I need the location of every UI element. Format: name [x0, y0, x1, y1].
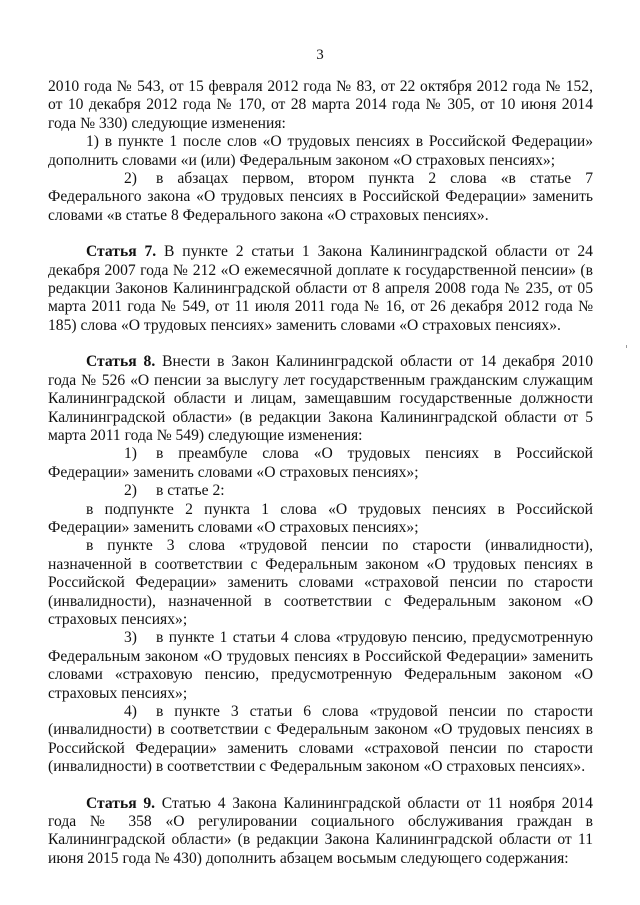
article-8-subitem-1: в подпункте 2 пункта 1 слова «О трудовых пенсиях в Российской Федерации» заменить словами «О страховых пенсиях»;: [48, 500, 593, 536]
article-7-title: Статья 7.: [86, 243, 157, 261]
document-body: [48, 78, 593, 868]
article-8-item-1: [48, 445, 593, 482]
article-8-text: Внести в Закон Калининградской области от 14 декабря 2010 года № 526 «О пенсии за выслугу лет государственным гражданским служащим Калининградской области и лицам, замещавшим государственные должности Калининградской области» (в редакции Закона Калининградской области от 5 марта 2011 года № 549) следующие изменения:: [48, 353, 593, 444]
item-text: в преамбуле слова «О трудовых пенсиях в Российской Федерации» заменить словами «О страховых пенсиях»;: [48, 445, 593, 481]
page-number: 3: [316, 47, 324, 63]
item-text: в пункте 3 статьи 6 слова «трудовой пенсии по старости (инвалидности) в соответствии с Федеральным законом «О трудовых пенсиях в Российской Федерации» заменить словами «страховой пенсии по старости (инвалидности) в соответствии с Федеральным законом «О страховых пенсиях».: [48, 703, 593, 776]
item-text: в статье 2:: [156, 482, 225, 500]
item-number: 3): [124, 629, 137, 647]
article-8-subitem-2: в пункте 3 слова «трудовой пенсии по старости (инвалидности), назначенной в соответствии с Федеральным законом «О трудовых пенсиях в Российской Федерации» заменить словами «страховой пенсии по старости (инвалидности), назначенной в соответствии с Федеральным законом «О страховых пенсиях»;: [48, 537, 593, 628]
article-7-paragraph: [48, 243, 593, 335]
item-text: в пункте 1 статьи 4 слова «трудовую пенсию, предусмотренную Федеральным законом «О трудовых пенсиях в Российской Федерации» заменить словами «страховую пенсию, предусмотренную Федеральным законом «О страховых пенсиях»;: [48, 629, 593, 702]
intro-item-2: [48, 170, 593, 225]
article-9-title: Статья 9.: [86, 794, 156, 812]
article-8-item-3: [48, 629, 593, 703]
article-9-text: Статью 4 Закона Калининградской области от 11 ноября 2014 года № 358 «О регулировании социального обслуживания граждан в Калининградской области» (в редакции Закона Калининградской области от 11 июня 2015 года № 430) дополнить абзацем восьмым следующего содержания:: [48, 794, 593, 867]
intro-item-1: 1) в пункте 1 после слов «О трудовых пенсиях в Российской Федерации» дополнить словами «и (или) Федеральным законом «О страховых пенсиях»;: [48, 133, 593, 169]
article-8-item-2: [48, 482, 593, 500]
intro-paragraph: 2010 года № 543, от 15 февраля 2012 года № 83, от 22 октября 2012 года № 152, от 10 декабря 2012 года № 170, от 28 марта 2014 года № 305, от 10 июня 2014 года № 330) следующие изменения:: [48, 78, 593, 132]
item-number: 1): [124, 445, 137, 463]
item-number: 2): [124, 170, 137, 188]
item-number: 2): [124, 482, 137, 500]
scan-speck: [626, 345, 627, 348]
article-8-title: Статья 8.: [86, 353, 156, 371]
item-text: в абзацах первом, втором пункта 2 слова «в статье 7 Федерального закона «О трудовых пенсиях в Российской Федерации» заменить словами «в статье 8 Федерального закона «О страховых пенсиях».: [48, 170, 593, 224]
article-8-paragraph: [48, 353, 593, 445]
article-7-text: В пункте 2 статьи 1 Закона Калининградской области от 24 декабря 2007 года № 212 «О ежемесячной доплате к государственной пенсии» (в редакции Законов Калининградской области от 8 апреля 2008 года № 235, от 05 марта 2011 года № 549, от 11 июля 2011 года № 16, от 26 декабря 2012 года № 185) слова «О трудовых пенсиях» заменить словами «О страховых пенсиях».: [48, 243, 593, 334]
article-8-item-4: [48, 703, 593, 777]
article-9-paragraph: [48, 795, 593, 869]
item-number: 4): [124, 703, 137, 720]
